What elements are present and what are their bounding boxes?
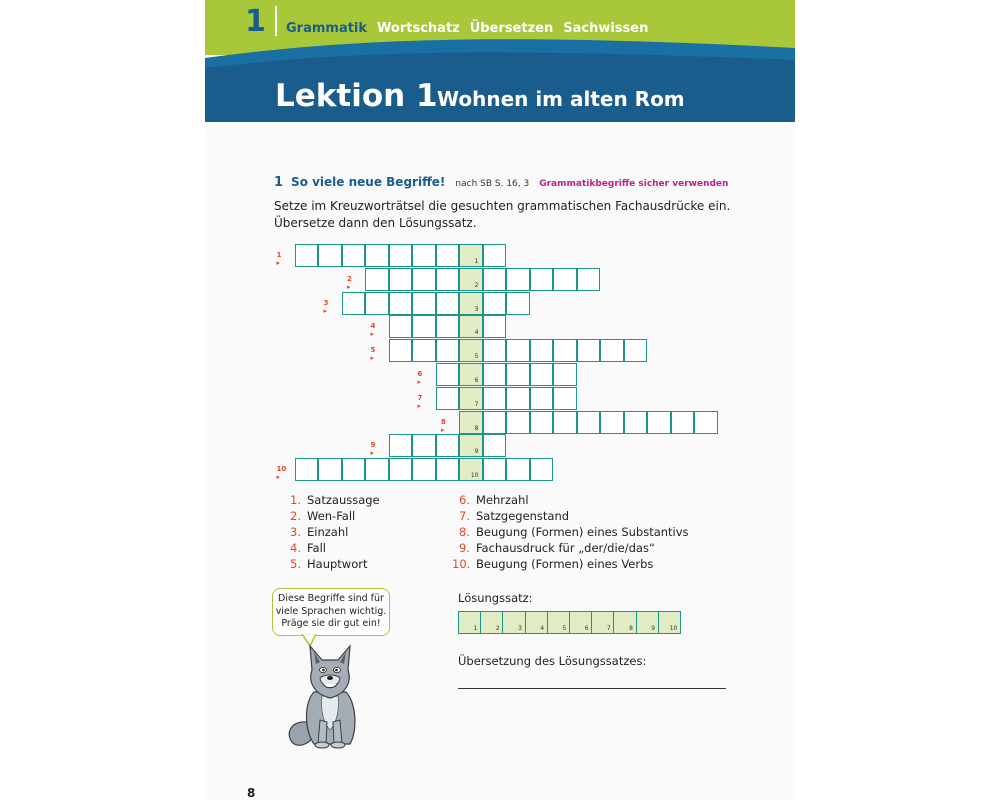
crossword-cell[interactable] [318,244,342,267]
solution-cell[interactable]: 7 [591,611,615,634]
crossword-solution-cell[interactable] [459,434,483,457]
crossword-cell[interactable] [577,339,601,362]
crossword-cell[interactable] [506,292,530,315]
clue-item: 9. Fachausdruck für „der/die/das“ [459,541,655,555]
crossword-cell[interactable] [389,434,413,457]
crossword-cell[interactable] [436,268,460,291]
crossword-solution-number: 6 [474,377,479,384]
crossword-cell[interactable] [671,411,695,434]
crossword-cell[interactable] [530,411,554,434]
exercise-reference: nach SB S. 16, 3 [455,179,530,189]
crossword-row-label: 9 ▸ [370,441,376,458]
nav-item-grammatik[interactable]: Grammatik [286,21,368,36]
crossword-cell[interactable] [553,387,577,410]
nav-item-uebersetzen[interactable]: Übersetzen [469,21,554,36]
crossword-cell[interactable] [530,268,554,291]
crossword-row-label: 1 ▸ [276,251,282,267]
crossword-cell[interactable] [483,315,507,338]
crossword-cell[interactable] [412,458,436,481]
crossword-cell[interactable] [436,292,460,315]
clue-item: 4. Fall [290,541,326,555]
crossword-cell[interactable] [436,315,460,338]
crossword-cell[interactable] [600,411,624,434]
crossword-cell[interactable] [483,292,507,315]
crossword-row-label: 7 ▸ [417,393,423,410]
crossword-solution-number: 10 [470,472,479,480]
crossword-cell[interactable] [318,458,342,481]
solution-label: Lösungssatz: [458,591,533,605]
solution-cell[interactable]: 10 [658,611,682,634]
exercise-number: 1 [274,175,284,190]
page-number: 8 [247,786,256,800]
crossword-cell[interactable] [553,411,577,434]
clue-item: 7. Satzgegenstand [459,509,570,523]
crossword-solution-cell[interactable] [459,315,483,338]
clue-item: 3. Einzahl [290,525,349,539]
exercise-heading [274,175,728,190]
crossword-cell[interactable] [600,339,624,362]
crossword-solution-number: 5 [474,353,479,361]
crossword-solution-cell[interactable] [459,458,483,481]
crossword-cell[interactable] [577,411,601,434]
crossword-cell[interactable] [436,387,460,410]
crossword-cell[interactable] [483,363,507,386]
crossword-cell[interactable] [365,244,389,267]
instruction-line: Setze im Kreuzworträtsel die gesuchten grammatischen Fachausdrücke ein. [274,199,731,213]
crossword-solution-cell[interactable] [459,292,483,315]
clue-item: 2. Wen-Fall [290,509,356,523]
crossword-solution-cell[interactable] [459,363,483,386]
crossword-cell[interactable] [436,339,460,362]
solution-cell[interactable]: 8 [613,611,637,634]
crossword-cell[interactable] [553,339,577,362]
clue-item: 10. Beugung (Formen) eines Verbs [452,557,654,571]
solution-cells [458,611,680,634]
clue-item: 5. Hauptwort [290,557,368,571]
crossword-cell[interactable] [389,244,413,267]
chapter-number: 1 [245,4,266,39]
crossword-solution-number: 1 [474,258,479,265]
crossword-cell[interactable] [483,339,507,362]
crossword-cell[interactable] [506,458,530,481]
crossword-row-label: 10 ▸ [276,465,287,482]
crossword-cell[interactable] [412,268,436,291]
crossword-solution-cell[interactable] [459,268,483,291]
lesson-subtitle: Wohnen im alten Rom [437,87,685,111]
crossword-cell[interactable] [506,411,530,434]
crossword-row-label: 5 ▸ [370,346,376,363]
crossword-cell[interactable] [365,292,389,315]
solution-cell[interactable]: 6 [569,611,593,634]
crossword-cell[interactable] [295,244,319,267]
crossword-solution-number: 3 [474,305,479,313]
exercise-goal: Grammatikbegriffe sicher verwenden [539,179,729,189]
wolf-illustration [280,640,370,752]
crossword-cell[interactable] [436,244,460,267]
clue-list-left [283,492,380,572]
crossword-cell[interactable] [553,268,577,291]
crossword-cell[interactable] [412,292,436,315]
translation-label: Übersetzung des Lösungssatzes: [458,654,647,668]
chapter-nav [286,21,648,36]
crossword-cell[interactable] [483,268,507,291]
crossword-solution-number: 2 [474,281,479,289]
crossword-cell[interactable] [506,268,530,291]
crossword-cell[interactable] [506,339,530,362]
crossword-row-label: 2 ▸ [347,274,352,291]
crossword-solution-cell[interactable] [459,339,483,362]
crossword-cell[interactable] [342,244,366,267]
crossword-cell[interactable] [506,387,530,410]
crossword-solution-number: 7 [474,400,479,408]
exercise-instructions [274,198,730,232]
translation-answer-line[interactable] [458,688,726,689]
clue-item: 8. Beugung (Formen) eines Substantivs [459,525,689,539]
crossword-row-label: 8 ▸ [441,417,446,434]
crossword-cell[interactable] [530,458,554,481]
crossword-cell[interactable] [295,458,319,481]
exercise-title: So viele neue Begriffe! [291,175,446,189]
clue-item: 6. Mehrzahl [459,493,529,507]
crossword-cell[interactable] [436,363,460,386]
clue-list-right [452,492,689,572]
crossword-cell[interactable] [647,411,671,434]
crossword-solution-number: 9 [474,448,479,456]
crossword-solution-number: 8 [474,424,479,432]
crossword-cell[interactable] [436,458,460,481]
crossword-cell[interactable] [483,458,507,481]
solution-cell[interactable]: 1 [458,611,482,634]
crossword-cell[interactable] [389,268,413,291]
crossword-solution-cell[interactable] [459,244,483,267]
crossword-solution-cell[interactable] [459,411,483,434]
crossword-cell[interactable] [412,315,436,338]
crossword-cell[interactable] [389,458,413,481]
nav-item-wortschatz[interactable]: Wortschatz [377,21,460,36]
solution-cell[interactable]: 2 [480,611,504,634]
crossword-cell[interactable] [577,268,601,291]
solution-cell[interactable]: 5 [547,611,571,634]
crossword-cell[interactable] [506,363,530,386]
solution-cell[interactable]: 3 [502,611,526,634]
crossword-row-label: 3 ▸ [323,298,329,315]
speech-bubble: Diese Begriffe sind für viele Sprachen wichtig. Präge sie dir gut ein! [272,588,390,636]
crossword-cell[interactable] [365,268,389,291]
crossword-cell[interactable] [389,339,413,362]
crossword-cell[interactable] [342,458,366,481]
crossword-cell[interactable] [389,315,413,338]
clue-item: 1. Satzaussage [290,493,380,507]
crossword-solution-number: 4 [474,329,479,337]
crossword-cell[interactable] [483,411,507,434]
solution-cell[interactable]: 9 [636,611,660,634]
chapter-divider [275,6,277,36]
crossword-cell[interactable] [412,339,436,362]
crossword-row-label: 4 ▸ [370,322,376,339]
crossword-cell[interactable] [553,363,577,386]
crossword-cell[interactable] [412,244,436,267]
crossword-cell[interactable] [530,387,554,410]
instruction-line: Übersetze dann den Lösungssatz. [274,216,477,230]
crossword-cell[interactable] [412,434,436,457]
crossword-cell[interactable] [365,458,389,481]
crossword-cell[interactable] [624,339,648,362]
crossword-cell[interactable] [483,387,507,410]
crossword-cell[interactable] [342,292,366,315]
crossword-cell[interactable] [624,411,648,434]
crossword-row-label: 6 ▸ [417,370,423,386]
crossword-solution-cell[interactable] [459,387,483,410]
crossword-cell[interactable] [389,292,413,315]
lesson-title: Lektion 1 [275,78,438,114]
crossword-cell[interactable] [483,434,507,457]
nav-item-sachwissen[interactable]: Sachwissen [563,21,649,36]
solution-cell[interactable]: 4 [525,611,549,634]
crossword-cell[interactable] [530,339,554,362]
crossword-cell[interactable] [530,363,554,386]
crossword-cell[interactable] [483,244,507,267]
crossword-cell[interactable] [694,411,718,434]
crossword-cell[interactable] [436,434,460,457]
